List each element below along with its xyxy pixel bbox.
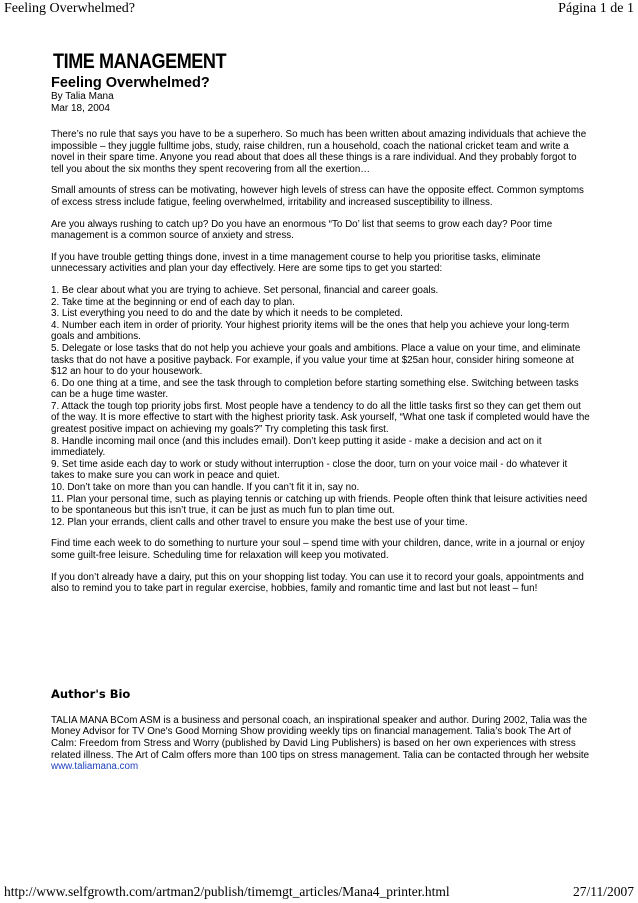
list-item: 1. Be clear about what you are trying to achieve. Set personal, financial and career goals.: [51, 284, 439, 296]
print-header-title: Feeling Overwhelmed?: [4, 1, 136, 16]
author-bio-heading: Author's Bio: [51, 686, 131, 701]
list-item: 4. Number each item in order of priority. Your highest priority items will be the ones that help you achieve your long-term goals and ambitions.: [51, 319, 570, 343]
article-body: [51, 129, 591, 595]
paragraph: Find time each week to do something to nurture your soul – spend time with your children, dance, write in a journal or enjoy some guilt-free leisure. Scheduling time for relaxation will keep you motivated.: [51, 538, 585, 561]
list-item: 8. Handle incoming mail once (and this includes email). Don’t keep putting it aside - make a decision and act on it immediately.: [51, 435, 542, 459]
paragraph: Small amounts of stress can be motivating, however high levels of stress can have the opposite effect. Common symptoms of excess stress include fatigue, feeling overwhelmed, irritability and increased susceptibility to illness.: [51, 185, 584, 208]
section-banner: TIME MANAGEMENT: [53, 50, 227, 73]
paragraph: If you have trouble getting things done, invest in a time management course to help you prioritise tasks, eliminate unnecessary activities and plan your day effectively. Here are some tips to get you started:: [51, 251, 541, 275]
article-title: Feeling Overwhelmed?: [51, 75, 210, 91]
list-item: 12. Plan your errands, client calls and other travel to ensure you make the best use of your time.: [51, 516, 468, 528]
list-item: 5. Delegate or lose tasks that do not help you achieve your goals and ambitions. Place a value on your time, and eliminate tasks that do not have a positive payback. For example, if you value your time at $25an hour, consider hiring someone at $12 an hour to do your housework.: [51, 342, 581, 378]
byline: By Talia Mana: [51, 91, 114, 102]
author-website-link[interactable]: www.taliamana.com: [51, 761, 139, 773]
list-item: 3. List everything you need to do and the date by which it needs to be completed.: [51, 308, 403, 320]
tips-list: [51, 285, 591, 528]
list-item: 2. Take time at the beginning or end of each day to plan.: [51, 296, 295, 308]
list-item: 9. Set time aside each day to work or study without interruption - close the door, turn on your voice mail - do whatever it takes to make sure you can work in peace and quiet.: [51, 458, 568, 482]
author-bio-body: TALIA MANA BCom ASM is a business and personal coach, an inspirational speaker and author. During 2002, Talia was the Money Advisor for TV One's Good Morning Show providing weekly tips on financial management. Talia’s book The Art of Calm: Freedom from Stress and Worry (published by David Ling Publishers) is based on her own experiences with stress related illness. The Art of Calm offers more than 100 tips on stress management. Talia can be contacted through her website: [51, 714, 590, 761]
print-footer: [4, 884, 634, 900]
print-footer-url: http://www.selfgrowth.com/artman2/publish/timemgt_articles/Mana4_printer.html: [4, 884, 450, 899]
print-header-page: Página 1 de 1: [558, 1, 634, 16]
paragraph: Are you always rushing to catch up? Do you have an enormous “To Do’ list that seems to grow each day? Poor time management is a common source of anxiety and stress.: [51, 218, 553, 242]
list-item: 10. Don’t take on more than you can handle. If you can’t fit it in, say no.: [51, 482, 360, 494]
paragraph: There’s no rule that says you have to be a superhero. So much has been written about amazing individuals that achieve the impossible – they juggle fulltime jobs, study, raise children, run a household, coach the national cricket team and write a novel in their spare time. Anyone you read about that does all these things is a rare individual. And they probably forgot to tell you about the six months they spent recovering from all the exertion…: [51, 129, 587, 175]
paragraph: If you don’t already have a dairy, put this on your shopping list today. You can use it to record your goals, appointments and also to remind you to take part in regular exercise, hobbies, family and romantic time and last but not least – fun!: [51, 571, 584, 595]
article-content: [51, 50, 591, 773]
publish-date: Mar 18, 2004: [51, 103, 110, 114]
author-bio-text: [51, 715, 591, 773]
print-footer-date: 27/11/2007: [572, 884, 634, 899]
list-item: 6. Do one thing at a time, and see the task through to completion before starting something else. Switching between tasks can be a huge time waster.: [51, 377, 579, 401]
list-item: 11. Plan your personal time, such as playing tennis or catching up with friends. People often think that leisure activities need to be spontaneous but this isn’t true, it can be just as much fun to plan time out.: [51, 493, 588, 517]
list-item: 7. Attack the tough top priority jobs first. Most people have a tendency to do all the little tasks first so they can get them out of the way. It is more effective to start with the highest priority task. Ask yourself, “What one task if completed would have the greatest positive impact on achieving my goals?” Try completing this task first.: [51, 400, 590, 436]
print-header: [4, 1, 634, 17]
